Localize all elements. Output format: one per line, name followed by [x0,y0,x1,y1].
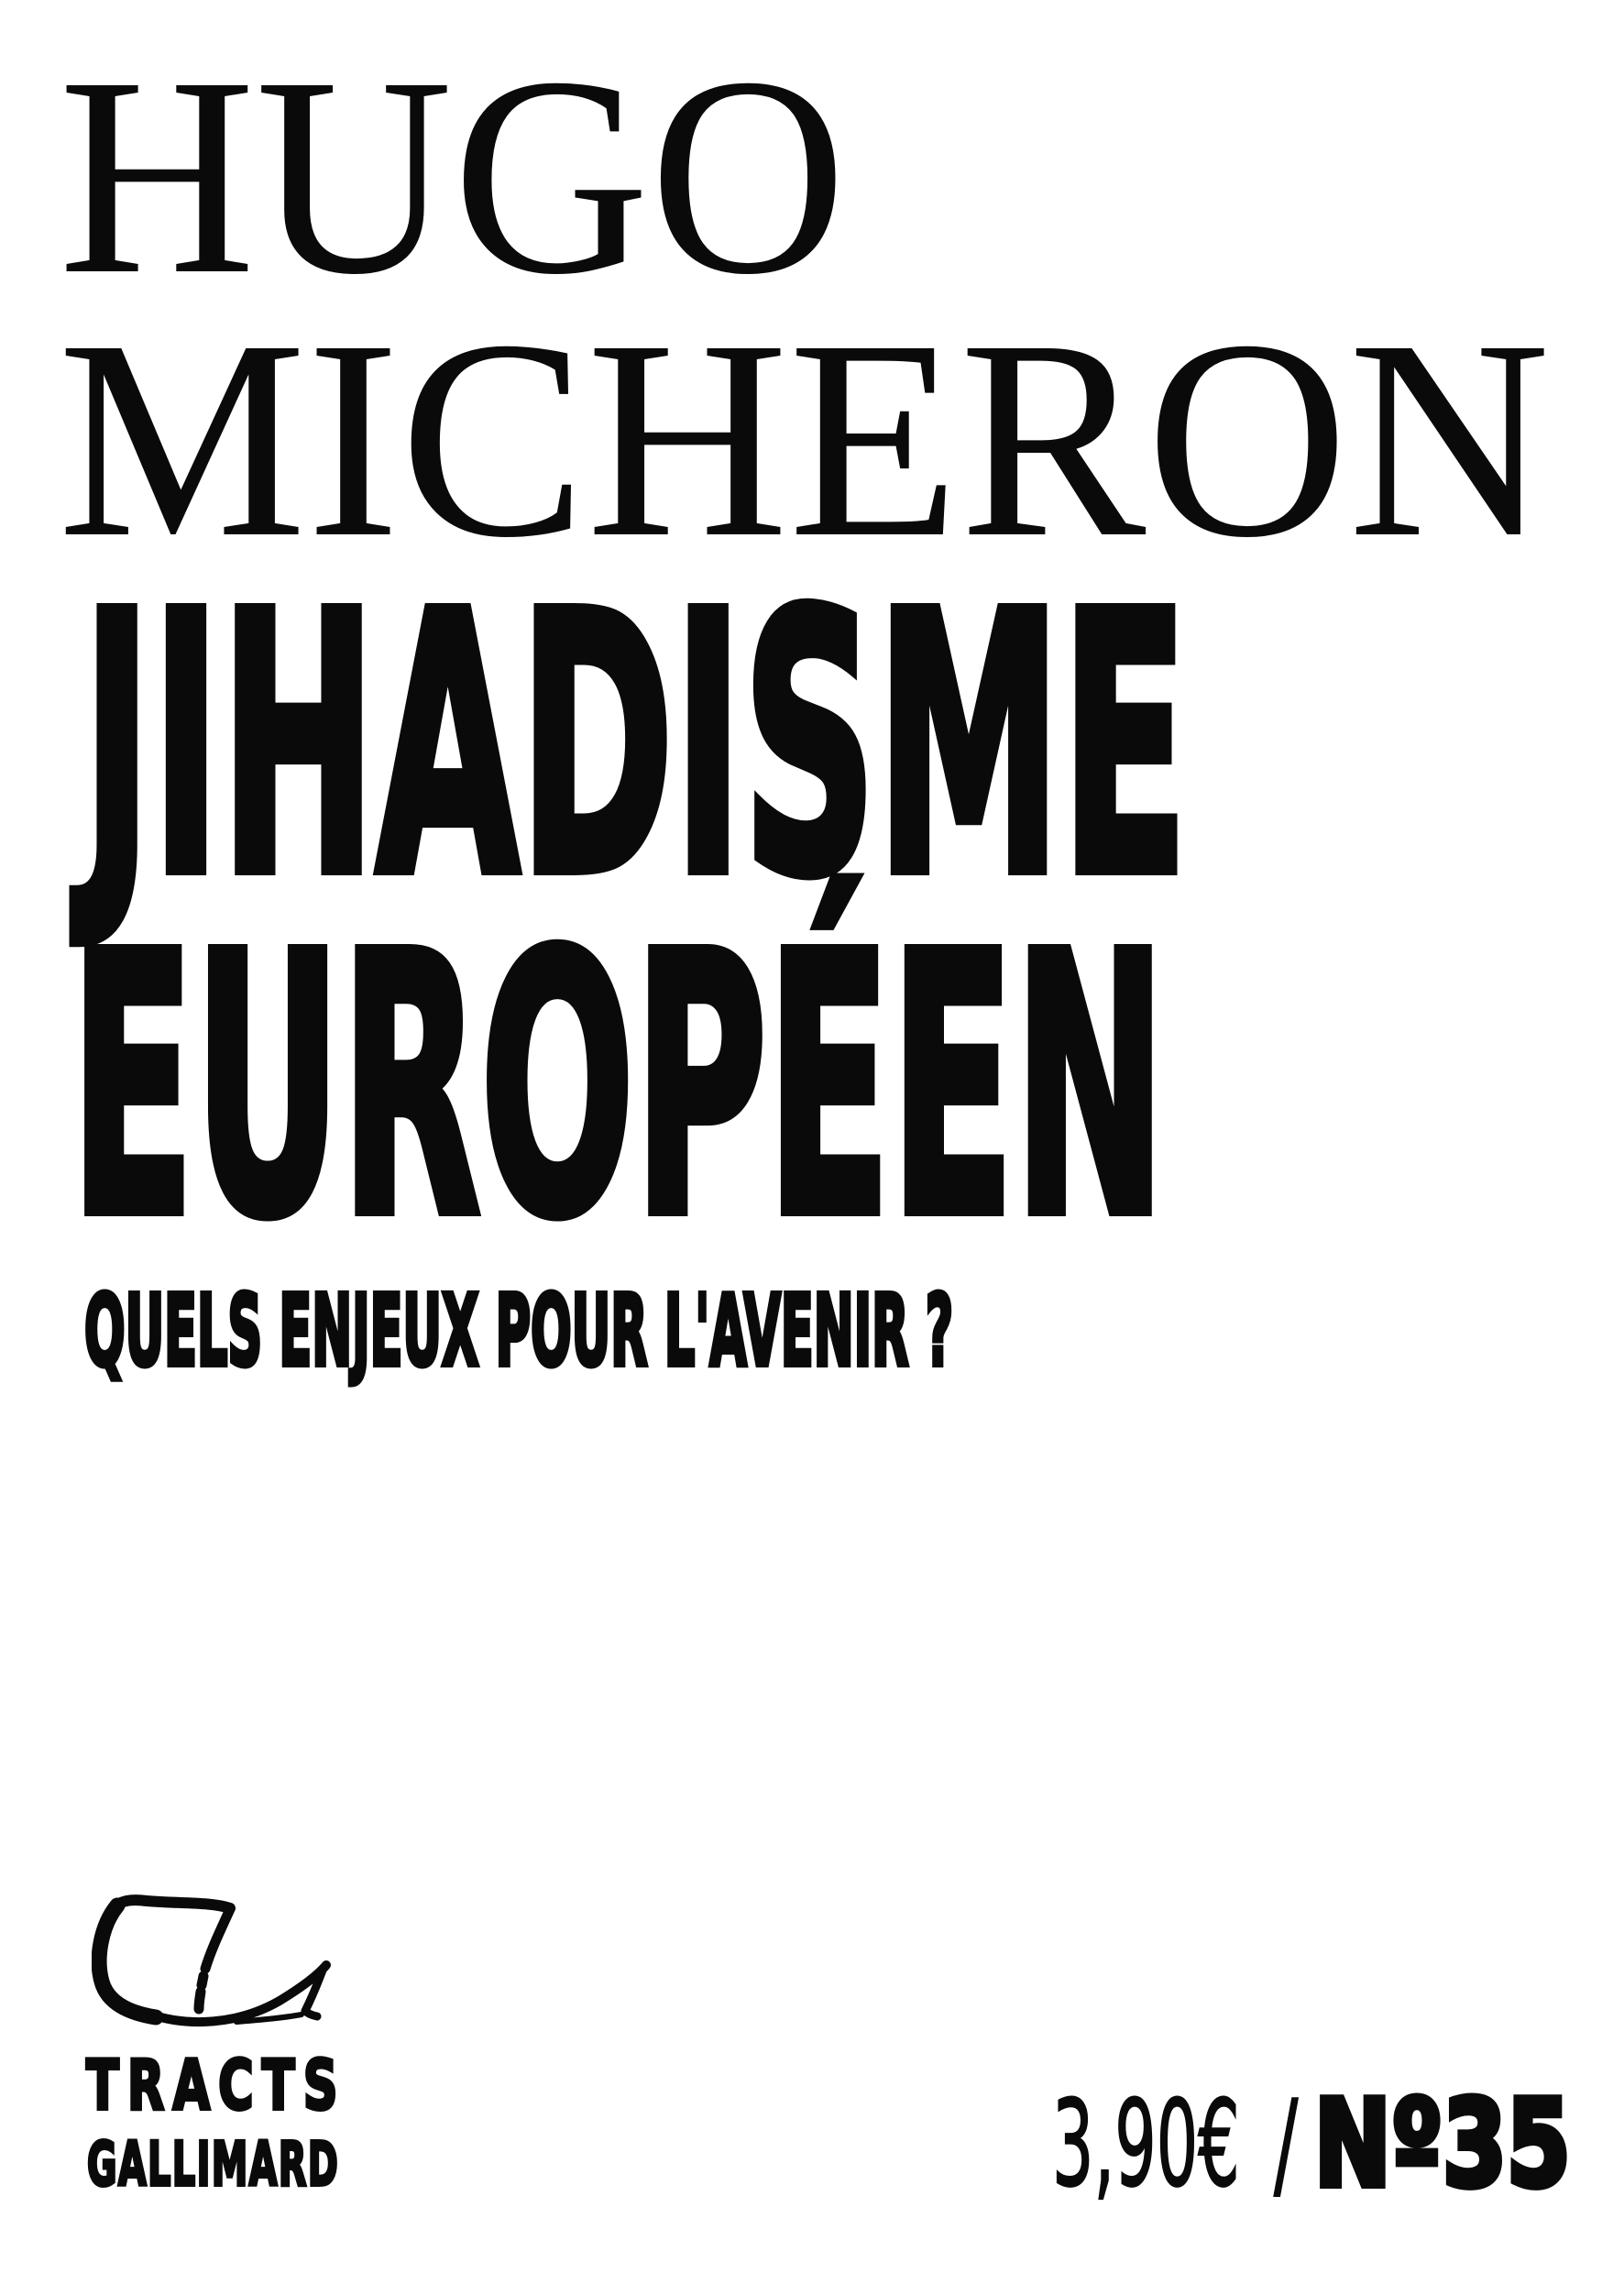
book-subtitle: QUELS ENJEUX POUR L'AVENIR ? [84,1275,954,1389]
series-name: TRACTS [86,2045,346,2125]
issue-number: Nº35 [1314,2074,1571,2213]
book-title-line1: JIHADISME [82,538,1189,955]
price: 3,90€ [1052,2074,1240,2213]
publisher-name: GALLIMARD [87,2129,340,2200]
author-name-line1: HUGO [59,19,847,334]
book-title-line2: EUROPÉEN [71,879,1166,1296]
price-issue-separator: / [1274,2074,1299,2213]
tracts-sailboat-sketch-icon [92,1891,335,2028]
author-name-line2: MICHERON [58,282,1551,597]
